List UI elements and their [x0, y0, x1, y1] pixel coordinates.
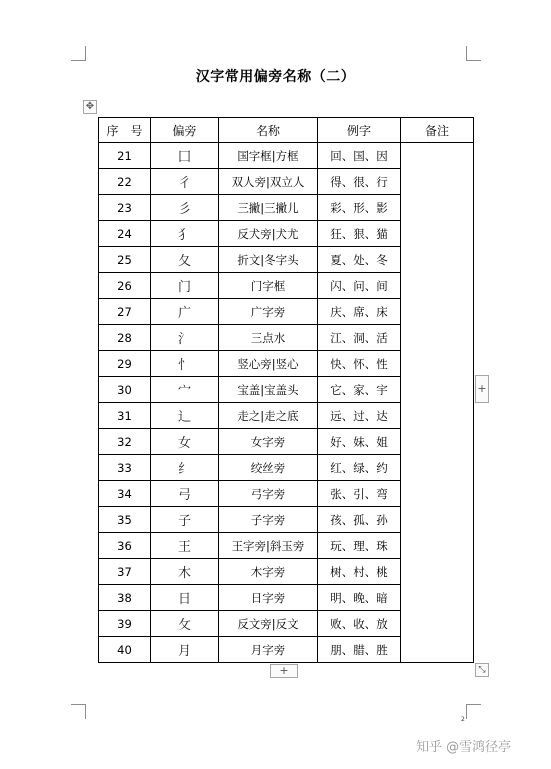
row-examples: 江、洞、活 — [318, 325, 401, 351]
header-name: 名称 — [219, 118, 318, 143]
row-name: 王字旁|斜玉旁 — [219, 533, 318, 559]
row-radical: 氵 — [151, 325, 219, 351]
row-number: 24 — [99, 221, 151, 247]
row-name: 双人旁|双立人 — [219, 169, 318, 195]
document-title: 汉字常用偏旁名称（二） — [195, 69, 356, 85]
row-radical: 月 — [151, 637, 219, 663]
row-name: 女字旁 — [219, 429, 318, 455]
row-examples: 张、引、弯 — [318, 481, 401, 507]
row-number: 26 — [99, 273, 151, 299]
row-number: 29 — [99, 351, 151, 377]
row-examples: 夏、处、冬 — [318, 247, 401, 273]
plus-icon: + — [477, 382, 487, 395]
row-name: 广字旁 — [219, 299, 318, 325]
row-number: 27 — [99, 299, 151, 325]
row-examples: 孩、孤、孙 — [318, 507, 401, 533]
row-examples: 好、妹、姐 — [318, 429, 401, 455]
table-resize-handle[interactable] — [475, 663, 489, 677]
plus-icon: + — [279, 664, 289, 677]
row-examples: 败、收、放 — [318, 611, 401, 637]
row-examples: 远、过、达 — [318, 403, 401, 429]
header-examples: 例字 — [318, 118, 401, 143]
row-number: 22 — [99, 169, 151, 195]
row-radical: 弓 — [151, 481, 219, 507]
row-radical: 广 — [151, 299, 219, 325]
row-number: 25 — [99, 247, 151, 273]
row-radical: 子 — [151, 507, 219, 533]
row-number: 28 — [99, 325, 151, 351]
row-radical: 纟 — [151, 455, 219, 481]
row-name: 门字框 — [219, 273, 318, 299]
row-examples: 得、很、行 — [318, 169, 401, 195]
row-name: 反文旁|反文 — [219, 611, 318, 637]
row-examples: 庆、席、床 — [318, 299, 401, 325]
row-radical: 木 — [151, 559, 219, 585]
page-corner-mark-bottom-left — [71, 704, 86, 719]
watermark: 知乎 @雪鸿径亭 — [416, 740, 512, 755]
row-radical: 囗 — [151, 143, 219, 169]
header-radical: 偏旁 — [151, 118, 219, 143]
row-radical: 彳 — [151, 169, 219, 195]
row-name: 反犬旁|犬尤 — [219, 221, 318, 247]
row-number: 31 — [99, 403, 151, 429]
row-name: 竖心旁|竖心 — [219, 351, 318, 377]
row-name: 走之|走之底 — [219, 403, 318, 429]
row-examples: 它、家、宇 — [318, 377, 401, 403]
row-number: 33 — [99, 455, 151, 481]
table-move-handle[interactable] — [83, 100, 97, 114]
row-radical: 日 — [151, 585, 219, 611]
row-name: 子字旁 — [219, 507, 318, 533]
row-name: 折文|冬字头 — [219, 247, 318, 273]
add-column-button[interactable] — [475, 375, 489, 403]
page-corner-mark-top-right — [466, 46, 481, 61]
page-corner-mark-top-left — [71, 46, 86, 61]
row-number: 40 — [99, 637, 151, 663]
add-row-button[interactable] — [270, 664, 298, 678]
row-name: 月字旁 — [219, 637, 318, 663]
row-examples: 彩、形、影 — [318, 195, 401, 221]
row-radical: 攵 — [151, 611, 219, 637]
row-examples: 回、国、因 — [318, 143, 401, 169]
row-examples: 明、晚、暗 — [318, 585, 401, 611]
row-radical: 夂 — [151, 247, 219, 273]
row-examples: 快、怀、性 — [318, 351, 401, 377]
header-remarks: 备注 — [401, 118, 474, 143]
row-name: 国字框|方框 — [219, 143, 318, 169]
table-header-row — [99, 118, 474, 143]
remarks-cell[interactable] — [401, 143, 474, 663]
resize-icon: ⤡ — [478, 665, 486, 675]
row-name: 木字旁 — [219, 559, 318, 585]
row-examples: 闪、问、间 — [318, 273, 401, 299]
row-name: 绞丝旁 — [219, 455, 318, 481]
row-examples: 树、村、桃 — [318, 559, 401, 585]
table-row — [99, 143, 474, 169]
row-radical: 宀 — [151, 377, 219, 403]
row-radical: 辶 — [151, 403, 219, 429]
move-icon: ✥ — [85, 101, 95, 112]
radical-table — [98, 117, 474, 663]
row-radical: 忄 — [151, 351, 219, 377]
row-number: 36 — [99, 533, 151, 559]
row-examples: 玩、理、珠 — [318, 533, 401, 559]
row-radical: 犭 — [151, 221, 219, 247]
row-number: 38 — [99, 585, 151, 611]
row-number: 32 — [99, 429, 151, 455]
row-name: 三点水 — [219, 325, 318, 351]
row-number: 34 — [99, 481, 151, 507]
row-radical: 王 — [151, 533, 219, 559]
row-number: 23 — [99, 195, 151, 221]
table-body — [99, 143, 474, 663]
row-radical: 门 — [151, 273, 219, 299]
row-radical: 彡 — [151, 195, 219, 221]
row-examples: 狂、狠、猫 — [318, 221, 401, 247]
row-name: 宝盖|宝盖头 — [219, 377, 318, 403]
page-number: 2 — [461, 716, 465, 723]
row-radical: 女 — [151, 429, 219, 455]
row-number: 35 — [99, 507, 151, 533]
header-number: 序 号 — [99, 118, 151, 143]
row-name: 日字旁 — [219, 585, 318, 611]
row-examples: 朋、腊、胜 — [318, 637, 401, 663]
row-number: 39 — [99, 611, 151, 637]
row-examples: 红、绿、约 — [318, 455, 401, 481]
row-number: 37 — [99, 559, 151, 585]
row-name: 三撇|三撇儿 — [219, 195, 318, 221]
row-number: 30 — [99, 377, 151, 403]
row-name: 弓字旁 — [219, 481, 318, 507]
row-number: 21 — [99, 143, 151, 169]
page-corner-mark-bottom-right — [466, 704, 481, 719]
